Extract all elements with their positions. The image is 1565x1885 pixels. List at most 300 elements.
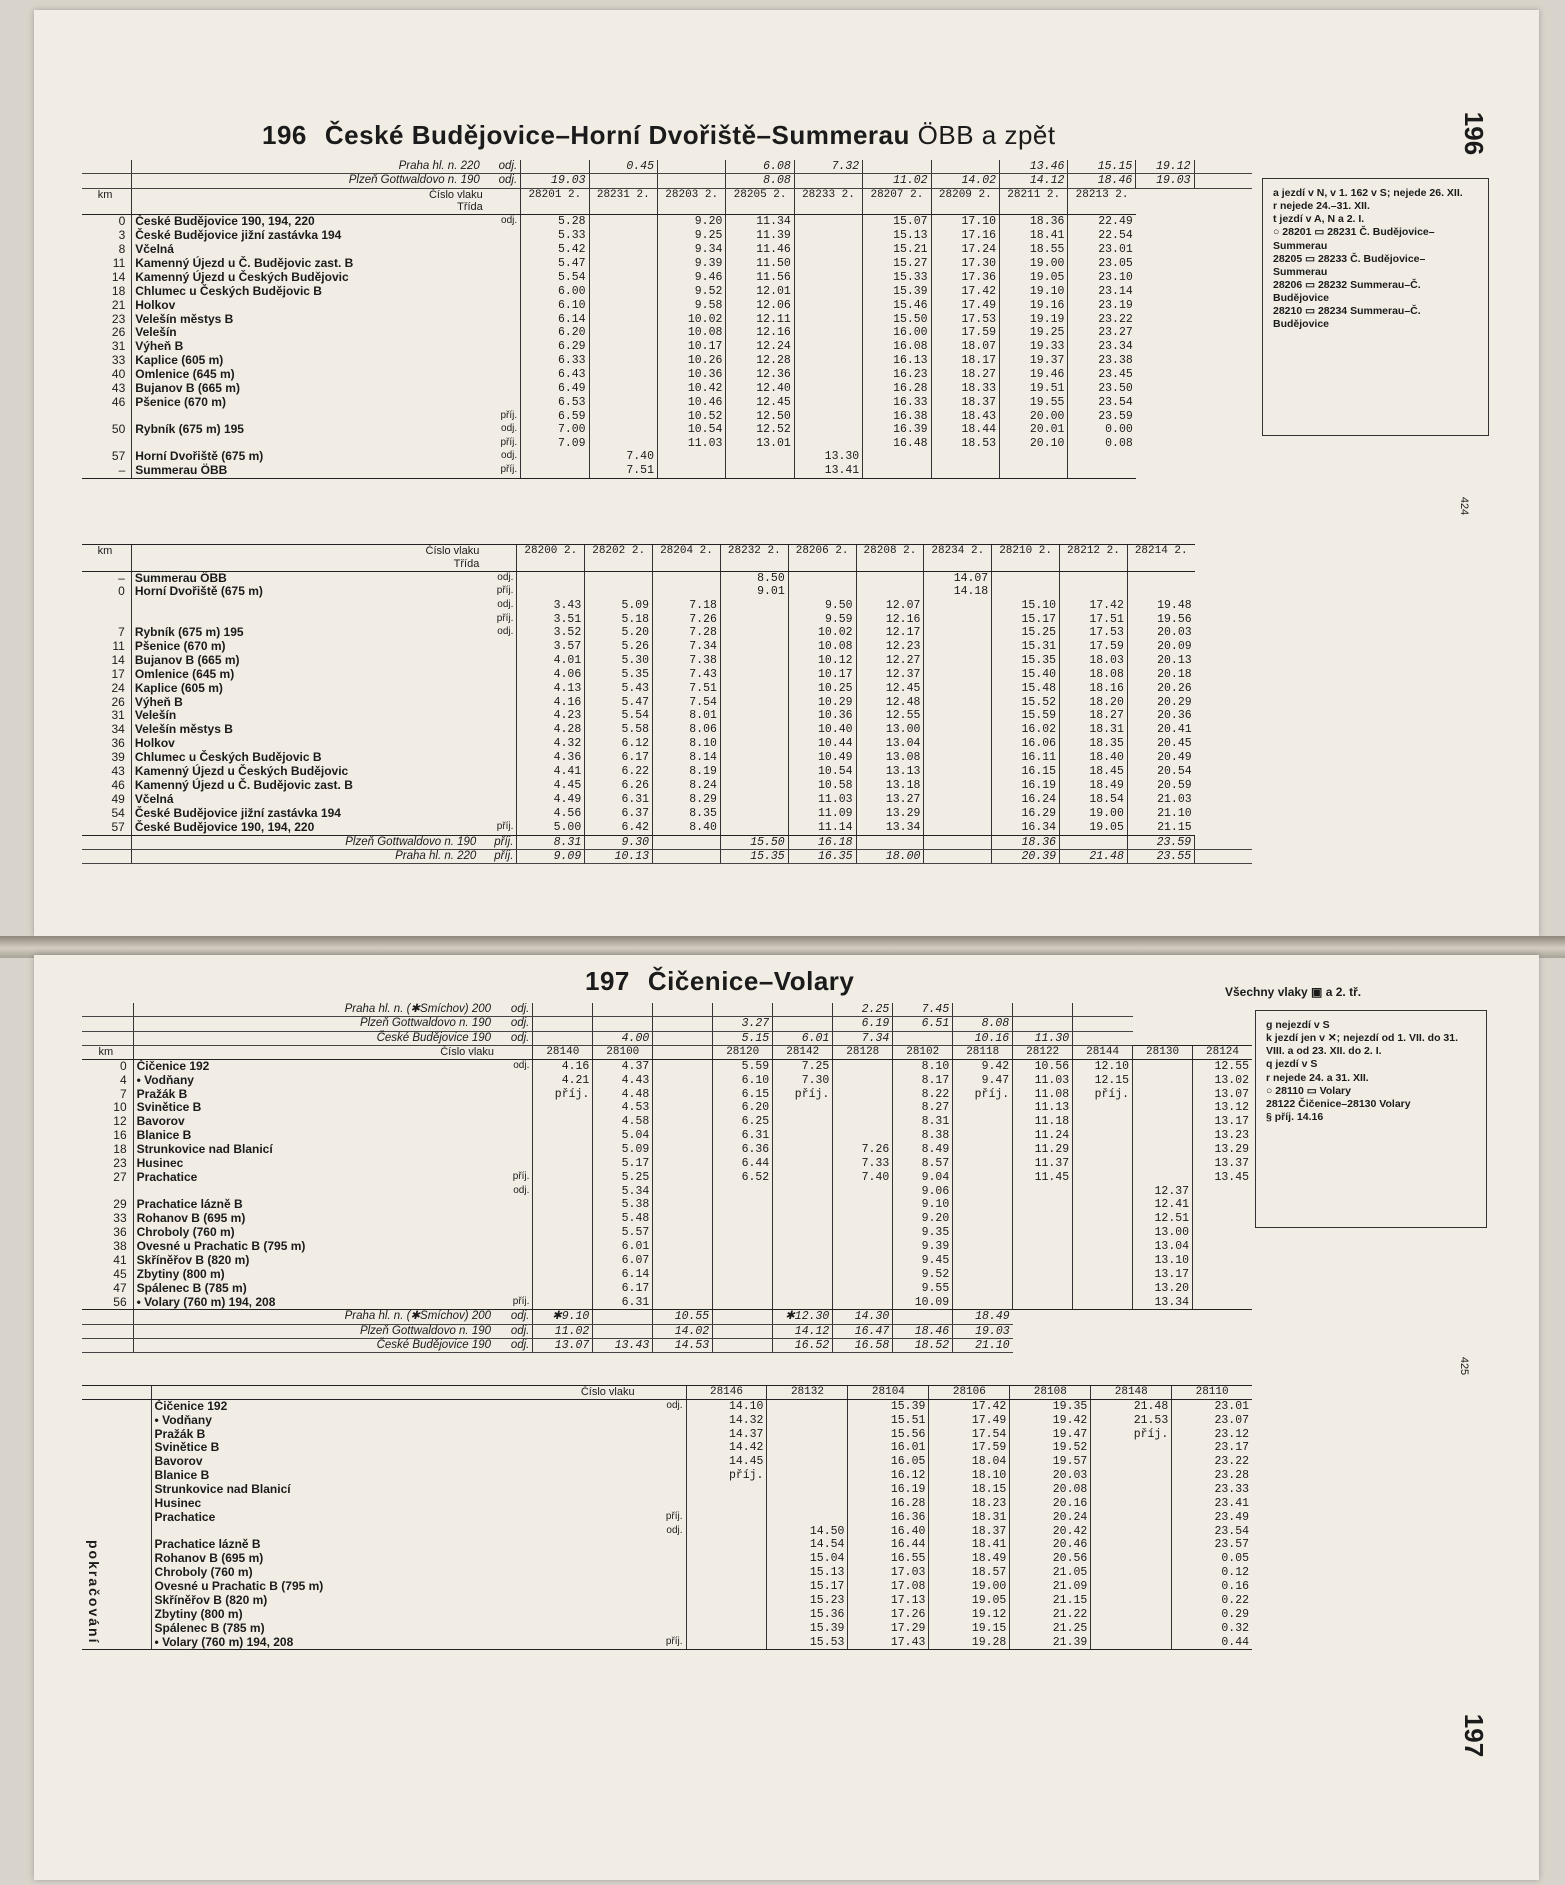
departure-time: 12.45 — [726, 396, 794, 410]
train-number: 28118 — [953, 1045, 1013, 1059]
departure-time: 4.56 — [517, 807, 585, 821]
departure-time — [1091, 1552, 1172, 1566]
km-value: 26 — [111, 694, 125, 709]
km-value — [82, 1566, 151, 1580]
departure-time — [1091, 1566, 1172, 1580]
departure-time: 0.12 — [1172, 1566, 1252, 1580]
km-value: 45 — [113, 1266, 127, 1281]
station-name: Skříněřov B (820 m) — [151, 1594, 638, 1608]
station-row — [82, 599, 1252, 612]
station-name: Kaplice (605 m) — [131, 682, 482, 696]
departure-time: 4.21 — [533, 1074, 593, 1088]
departure-time — [1013, 1226, 1073, 1240]
station-name: České Budějovice jižní zastávka 194 — [132, 229, 486, 243]
connection-row — [82, 1310, 1252, 1324]
arr-dep-label: odj. — [497, 1003, 533, 1017]
departure-time — [686, 1525, 767, 1538]
departure-time: 11.14 — [788, 821, 856, 835]
km-value: 26 — [111, 325, 126, 340]
station-row — [82, 299, 1252, 313]
departure-time: 13.00 — [856, 723, 924, 737]
departure-time: 21.15 — [1127, 821, 1194, 835]
connection-time — [893, 1310, 953, 1324]
train-number: 28207 2. — [863, 188, 931, 215]
km-value: 8 — [118, 241, 126, 256]
connection-time: 10.13 — [585, 849, 653, 863]
departure-time: 5.48 — [593, 1212, 653, 1226]
departure-time: 19.05 — [929, 1594, 1010, 1608]
departure-time: 16.33 — [863, 396, 931, 410]
departure-time: 18.41 — [1000, 229, 1068, 243]
departure-time — [1193, 1226, 1252, 1240]
departure-time — [992, 585, 1060, 599]
station-name: Velešín — [132, 326, 486, 340]
departure-time — [773, 1268, 833, 1282]
departure-time: 21.05 — [1010, 1566, 1091, 1580]
departure-time: 10.36 — [657, 368, 725, 382]
departure-time — [720, 723, 788, 737]
departure-time: 13.30 — [794, 450, 862, 464]
connection-time — [593, 1003, 653, 1017]
departure-time — [1091, 1636, 1172, 1650]
train-number-label-cell — [151, 1386, 638, 1400]
departure-time: 9.06 — [893, 1185, 953, 1198]
arr-dep-label — [482, 709, 517, 723]
departure-time — [726, 464, 794, 478]
connection-time: 19.03 — [953, 1324, 1013, 1338]
connection-time — [1195, 849, 1252, 863]
departure-time: 6.36 — [713, 1143, 773, 1157]
departure-time: 21.39 — [1010, 1636, 1091, 1650]
departure-time — [726, 450, 794, 464]
station-name: • Volary (760 m) 194, 208 — [133, 1296, 497, 1310]
departure-time: 14.45 — [686, 1455, 767, 1469]
connection-time: 18.46 — [1068, 174, 1136, 188]
departure-time: 11.34 — [726, 215, 794, 229]
station-name: • Volary (760 m) 194, 208 — [151, 1636, 638, 1650]
station-row — [82, 1428, 1252, 1442]
departure-time: 17.51 — [1060, 613, 1128, 626]
departure-time — [1193, 1296, 1252, 1310]
departure-time — [653, 1296, 713, 1310]
departure-time: 14.07 — [924, 571, 992, 585]
departure-time — [833, 1282, 893, 1296]
departure-time: 10.25 — [788, 682, 856, 696]
departure-time: 11.09 — [788, 807, 856, 821]
connection-time — [924, 849, 992, 863]
departure-time — [720, 751, 788, 765]
departure-time: 8.35 — [653, 807, 721, 821]
km-value: 21 — [111, 297, 126, 312]
km-value — [82, 1469, 151, 1483]
connection-time: 14.12 — [1000, 174, 1068, 188]
departure-time — [1091, 1469, 1172, 1483]
train-number: 28206 2. — [788, 545, 856, 572]
station-name: Chroboly (760 m) — [133, 1226, 497, 1240]
connection-station: České Budějovice 190 — [133, 1031, 497, 1045]
train-number-label-cell — [133, 1045, 497, 1059]
departure-time — [517, 585, 585, 599]
station-name: Blanice B — [151, 1469, 638, 1483]
departure-time — [1073, 1240, 1133, 1254]
connection-row — [82, 1003, 1252, 1017]
departure-time — [653, 1101, 713, 1115]
arr-dep-label — [497, 1198, 533, 1212]
departure-time: 11.08 — [1013, 1088, 1073, 1102]
station-name: Omlenice (645 m) — [131, 668, 482, 682]
departure-time: 5.09 — [593, 1143, 653, 1157]
km-value: 56 — [82, 1296, 133, 1310]
arr-dep-label — [482, 737, 517, 751]
km-value: 18 — [111, 283, 126, 298]
arr-dep-label — [497, 1088, 533, 1102]
departure-time: 12.27 — [856, 654, 924, 668]
station-name — [131, 613, 482, 626]
km-value: 0 — [119, 1058, 127, 1073]
station-row — [82, 1212, 1252, 1226]
train-number: 28232 2. — [720, 545, 788, 572]
departure-time — [794, 271, 862, 285]
departure-time: 16.19 — [992, 779, 1060, 793]
departure-time — [1013, 1240, 1073, 1254]
train-number-header — [82, 1045, 1252, 1059]
departure-time — [953, 1157, 1013, 1171]
arr-dep-label — [638, 1622, 686, 1636]
km-value: 43 — [111, 764, 125, 779]
departure-time: 21.09 — [1010, 1580, 1091, 1594]
departure-time: 20.45 — [1127, 737, 1194, 751]
departure-time: 15.39 — [863, 285, 931, 299]
departure-time: 19.42 — [1010, 1414, 1091, 1428]
departure-time: 11.29 — [1013, 1143, 1073, 1157]
km-value — [82, 1636, 151, 1650]
departure-time: 13.45 — [1193, 1171, 1252, 1185]
connection-row — [82, 835, 1252, 849]
station-row — [82, 709, 1252, 723]
connection-time: 23.59 — [1127, 835, 1194, 849]
connection-time: 16.52 — [773, 1339, 833, 1353]
km-value — [82, 410, 132, 423]
station-name: Bavorov — [133, 1115, 497, 1129]
departure-time: 11.37 — [1013, 1157, 1073, 1171]
km-value — [82, 1594, 151, 1608]
station-row — [82, 626, 1252, 640]
connection-time: 18.00 — [856, 849, 924, 863]
departure-time: 16.39 — [863, 423, 931, 437]
departure-time — [1060, 571, 1128, 585]
departure-time: 19.37 — [1000, 354, 1068, 368]
arr-dep-label — [486, 326, 521, 340]
departure-time: 12.07 — [856, 599, 924, 612]
departure-time: 10.49 — [788, 751, 856, 765]
train-number: 28200 2. — [517, 545, 585, 572]
departure-time: 18.07 — [931, 340, 999, 354]
connection-time — [653, 1017, 713, 1031]
departure-time: 16.08 — [863, 340, 931, 354]
station-name: Pšenice (670 m) — [132, 396, 486, 410]
connection-row — [82, 849, 1252, 863]
departure-time: příj. — [686, 1469, 767, 1483]
departure-time: 10.46 — [657, 396, 725, 410]
departure-time — [794, 423, 862, 437]
arr-dep-label — [497, 1143, 533, 1157]
departure-time — [1000, 450, 1068, 464]
departure-time — [794, 229, 862, 243]
departure-time — [1091, 1455, 1172, 1469]
station-name: Horní Dvořiště (675 m) — [132, 450, 486, 464]
departure-time: 21.22 — [1010, 1608, 1091, 1622]
departure-time: 23.05 — [1068, 257, 1136, 271]
arr-dep-label — [638, 1538, 686, 1552]
all-trains-class-note: Všechny vlaky ▣ a 2. tř. — [1225, 985, 1362, 999]
departure-time: 6.44 — [713, 1157, 773, 1171]
departure-time — [686, 1580, 767, 1594]
departure-time: 12.28 — [726, 354, 794, 368]
departure-time — [720, 737, 788, 751]
train-number-label: Číslo vlaku — [425, 545, 480, 557]
station-row — [82, 793, 1252, 807]
km-value: 0 — [118, 584, 125, 599]
train-number: 28122 — [1013, 1045, 1073, 1059]
departure-time — [533, 1198, 593, 1212]
departure-time: 21.10 — [1127, 807, 1194, 821]
station-row — [82, 437, 1252, 450]
connection-time: 0.45 — [589, 160, 657, 174]
departure-time — [953, 1254, 1013, 1268]
connection-time: 10.16 — [953, 1031, 1013, 1045]
departure-time — [533, 1143, 593, 1157]
departure-time: 15.39 — [767, 1622, 848, 1636]
station-row — [82, 368, 1252, 382]
arr-dep-label — [638, 1497, 686, 1511]
departure-time: 16.40 — [848, 1525, 929, 1538]
connection-time: 18.52 — [893, 1339, 953, 1353]
departure-time — [794, 368, 862, 382]
departure-time — [773, 1171, 833, 1185]
arr-dep-label — [638, 1580, 686, 1594]
arr-dep-label — [638, 1441, 686, 1455]
departure-time: 20.54 — [1127, 765, 1194, 779]
departure-time: 12.41 — [1133, 1198, 1193, 1212]
departure-time: 12.11 — [726, 313, 794, 327]
departure-time: 9.20 — [657, 215, 725, 229]
connection-time: 11.02 — [533, 1324, 593, 1338]
station-name: Prachatice — [151, 1511, 638, 1525]
departure-time: 11.24 — [1013, 1129, 1073, 1143]
connection-station: Plzeň Gottwaldovo n. 190 — [133, 1324, 497, 1338]
timetable-197-part1 — [82, 1003, 1252, 1353]
departure-time — [686, 1511, 767, 1525]
station-name: Velešín městys B — [132, 313, 486, 327]
departure-time: 17.43 — [848, 1636, 929, 1650]
connection-station: Praha hl. n. (✱Smíchov) 200 — [133, 1310, 497, 1324]
side-number-197: 197 — [1459, 1713, 1490, 1758]
departure-time — [720, 765, 788, 779]
departure-time — [773, 1185, 833, 1198]
departure-time: 11.18 — [1013, 1115, 1073, 1129]
km-cell — [82, 174, 132, 188]
departure-time: 23.22 — [1172, 1455, 1252, 1469]
departure-time — [794, 299, 862, 313]
departure-time: 12.37 — [856, 668, 924, 682]
departure-time — [833, 1296, 893, 1310]
departure-time: 9.20 — [893, 1212, 953, 1226]
arr-dep-label — [486, 382, 521, 396]
station-row — [82, 640, 1252, 654]
departure-time: 23.34 — [1068, 340, 1136, 354]
departure-time — [924, 779, 992, 793]
station-row — [82, 585, 1252, 599]
departure-time: 19.05 — [1060, 821, 1128, 835]
arr-dep-label — [497, 1074, 533, 1088]
arr-dep-label: příj. — [482, 849, 517, 863]
departure-time — [1073, 1115, 1133, 1129]
train-number: 28233 2. — [794, 188, 862, 215]
arr-dep-label: odj. — [486, 160, 521, 174]
departure-time — [833, 1198, 893, 1212]
station-row — [82, 807, 1252, 821]
station-name: Spálenec B (785 m) — [133, 1282, 497, 1296]
departure-time: 19.25 — [1000, 326, 1068, 340]
departure-time: 13.02 — [1193, 1074, 1252, 1088]
train-number: 28132 — [767, 1386, 848, 1400]
station-row — [82, 1268, 1252, 1282]
departure-time: 0.08 — [1068, 437, 1136, 450]
arr-dep-label — [482, 779, 517, 793]
km-value: 29 — [113, 1197, 127, 1212]
departure-time — [589, 257, 657, 271]
station-name: Summerau ÖBB — [132, 464, 486, 478]
departure-time — [653, 1115, 713, 1129]
connection-station: Praha hl. n. 220 — [132, 160, 486, 174]
departure-time — [833, 1240, 893, 1254]
arr-dep-label — [482, 807, 517, 821]
departure-time — [773, 1115, 833, 1129]
departure-time: 18.16 — [1060, 682, 1128, 696]
connection-time — [713, 1324, 773, 1338]
departure-time: 23.19 — [1068, 299, 1136, 313]
departure-time: 23.54 — [1068, 396, 1136, 410]
departure-time: 13.37 — [1193, 1157, 1252, 1171]
departure-time — [1133, 1074, 1193, 1088]
departure-time: 9.25 — [657, 229, 725, 243]
departure-time: 6.00 — [521, 285, 589, 299]
departure-time: 5.17 — [593, 1157, 653, 1171]
connection-time — [533, 1003, 593, 1017]
connection-time — [1194, 160, 1252, 174]
departure-time: 17.26 — [848, 1608, 929, 1622]
departure-time: 19.15 — [929, 1622, 1010, 1636]
departure-time: 7.25 — [773, 1059, 833, 1073]
connection-time — [593, 1324, 653, 1338]
departure-time: 10.54 — [788, 765, 856, 779]
connection-time — [657, 160, 725, 174]
departure-time: 9.34 — [657, 243, 725, 257]
arr-dep-label — [497, 1240, 533, 1254]
departure-time — [686, 1552, 767, 1566]
departure-time — [589, 368, 657, 382]
station-row — [82, 1566, 1252, 1580]
connection-time — [589, 174, 657, 188]
departure-time: 16.38 — [863, 410, 931, 423]
km-value: 39 — [111, 750, 125, 765]
departure-time: 10.17 — [657, 340, 725, 354]
departure-time — [1193, 1282, 1252, 1296]
departure-time — [713, 1268, 773, 1282]
departure-time: 7.38 — [653, 654, 721, 668]
departure-time — [585, 585, 653, 599]
train-number: 28212 2. — [1060, 545, 1128, 572]
connection-time — [1013, 1003, 1073, 1017]
departure-time: 17.59 — [929, 1441, 1010, 1455]
arr-dep-label: příj. — [482, 821, 517, 835]
station-row — [82, 1254, 1252, 1268]
station-name: Husinec — [133, 1157, 497, 1171]
departure-time — [1133, 1129, 1193, 1143]
departure-time: 4.41 — [517, 765, 585, 779]
departure-time: 6.20 — [713, 1101, 773, 1115]
connection-time: 16.47 — [833, 1324, 893, 1338]
departure-time: 18.31 — [1060, 723, 1128, 737]
departure-time: 8.50 — [720, 571, 788, 585]
departure-time — [720, 626, 788, 640]
departure-time: 22.49 — [1068, 215, 1136, 229]
departure-time — [1073, 1157, 1133, 1171]
km-value — [82, 1552, 151, 1566]
departure-time: 4.45 — [517, 779, 585, 793]
departure-time: příj. — [773, 1088, 833, 1102]
arr-dep-label — [486, 313, 521, 327]
departure-time — [589, 437, 657, 450]
departure-time: 15.21 — [863, 243, 931, 257]
km-value: 46 — [111, 394, 126, 409]
departure-time — [589, 396, 657, 410]
arr-dep-label: odj. — [497, 625, 514, 637]
side-number-196: 196 — [1459, 111, 1490, 156]
departure-time: 23.54 — [1172, 1525, 1252, 1538]
departure-time — [589, 326, 657, 340]
departure-time: 4.16 — [533, 1059, 593, 1073]
departure-time — [521, 450, 589, 464]
departure-time — [924, 723, 992, 737]
departure-time: 7.51 — [589, 464, 657, 478]
departure-time: 20.16 — [1010, 1497, 1091, 1511]
arr-dep-label — [482, 765, 517, 779]
arr-dep-label: příj. — [665, 1511, 683, 1522]
station-row — [82, 382, 1252, 396]
km-value: 43 — [111, 381, 126, 396]
departure-time — [1193, 1212, 1252, 1226]
departure-time: 15.39 — [848, 1399, 929, 1413]
km-value: – — [82, 464, 132, 478]
departure-time — [589, 285, 657, 299]
departure-time — [533, 1157, 593, 1171]
departure-time: 13.17 — [1133, 1268, 1193, 1282]
departure-time: 23.01 — [1068, 243, 1136, 257]
train-number: 28205 2. — [726, 188, 794, 215]
departure-time — [773, 1212, 833, 1226]
departure-time: 12.52 — [726, 423, 794, 437]
blank-cell — [497, 1045, 533, 1059]
departure-time — [1073, 1226, 1133, 1240]
arr-dep-label — [497, 1212, 533, 1226]
departure-time: 17.36 — [931, 271, 999, 285]
continuation-label: pokračování — [86, 1540, 102, 1645]
station-name: Chlumec u Českých Budějovic B — [131, 751, 482, 765]
departure-time: 5.47 — [585, 696, 653, 710]
departure-time: 8.10 — [653, 737, 721, 751]
departure-time: 14.42 — [686, 1441, 767, 1455]
